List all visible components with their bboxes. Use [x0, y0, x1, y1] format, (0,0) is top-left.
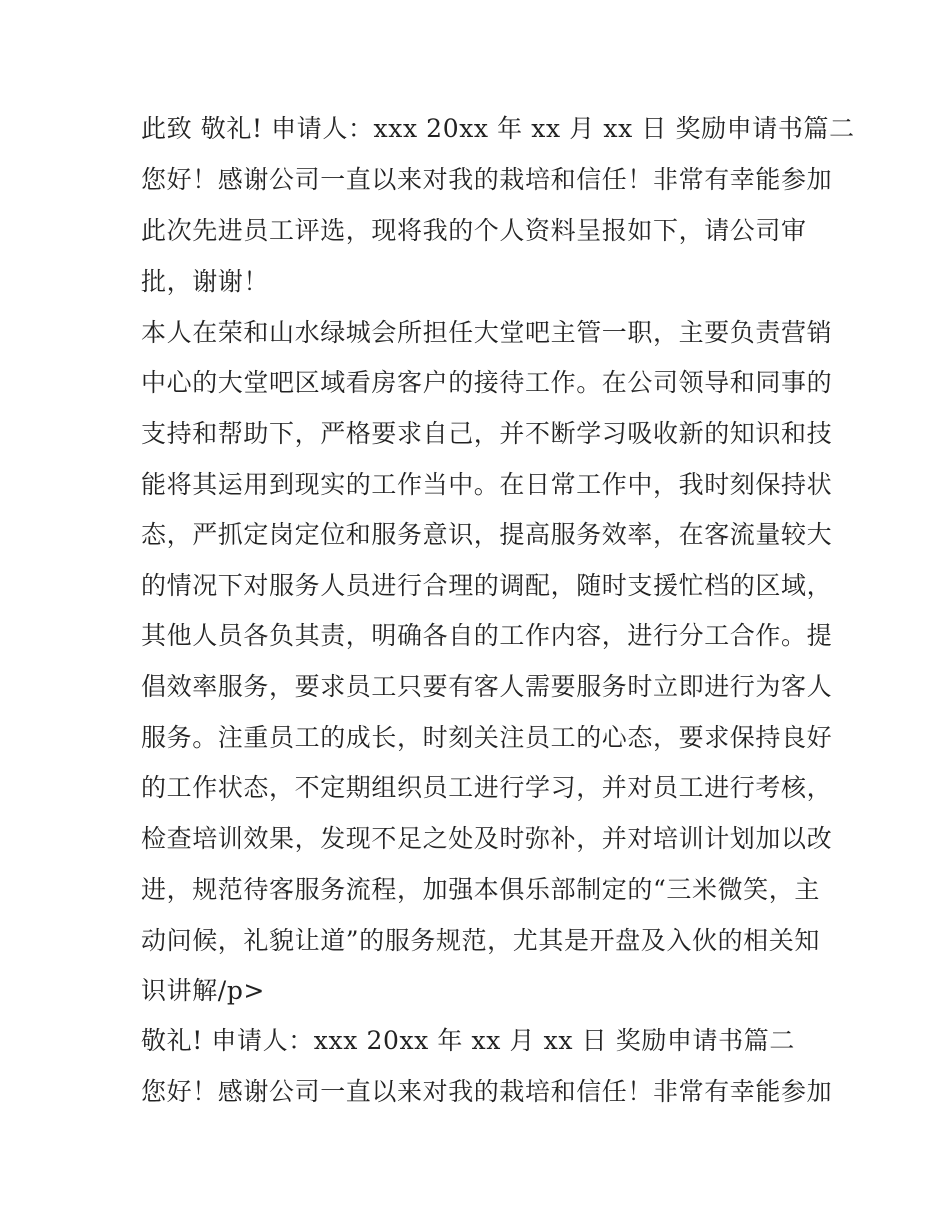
text-line: 敬礼! 申请人：xxx 20xx 年 xx 月 xx 日 奖励申请书篇二: [141, 1026, 795, 1055]
text-line: 此次先进员工评选，现将我的个人资料呈报如下，请公司审: [141, 216, 807, 245]
text-line: 此致 敬礼! 申请人：xxx 20xx 年 xx 月 xx 日 奖励申请书篇二: [141, 114, 855, 143]
text-line: 您好！感谢公司一直以来对我的栽培和信任！非常有幸能参加: [141, 1077, 833, 1106]
text-line: 服务。注重员工的成长，时刻关注员工的心态，要求保持良好: [141, 723, 833, 752]
text-line: 支持和帮助下，严格要求自己，并不断学习吸收新的知识和技: [141, 419, 833, 448]
text-line: 进，规范待客服务流程，加强本俱乐部制定的“三米微笑，主: [141, 875, 820, 904]
text-line: 其他人员各负其责，明确各自的工作内容，进行分工合作。提: [141, 621, 833, 650]
text-line: 您好！感谢公司一直以来对我的栽培和信任！非常有幸能参加: [141, 165, 833, 194]
text-line: 动问候，礼貌让道”的服务规范，尤其是开盘及入伙的相关知: [141, 926, 820, 955]
text-line: 能将其运用到现实的工作当中。在日常工作中，我时刻保持状: [141, 470, 833, 499]
text-line: 态，严抓定岗定位和服务意识，提高服务效率，在客流量较大: [141, 520, 833, 549]
text-line: 识讲解/p>: [141, 976, 265, 1005]
text-line: 中心的大堂吧区域看房客户的接待工作。在公司领导和同事的: [141, 368, 833, 397]
text-line: 本人在荣和山水绿城会所担任大堂吧主管一职，主要负责营销: [141, 318, 833, 347]
text-line: 的情况下对服务人员进行合理的调配，随时支援忙档的区域，: [141, 571, 833, 600]
text-line: 检查培训效果，发现不足之处及时弥补，并对培训计划加以改: [141, 824, 833, 853]
text-line: 倡效率服务，要求员工只要有客人需要服务时立即进行为客人: [141, 672, 833, 701]
text-line: 批，谢谢！: [141, 267, 270, 296]
text-line: 的工作状态，不定期组织员工进行学习，并对员工进行考核，: [141, 773, 833, 802]
